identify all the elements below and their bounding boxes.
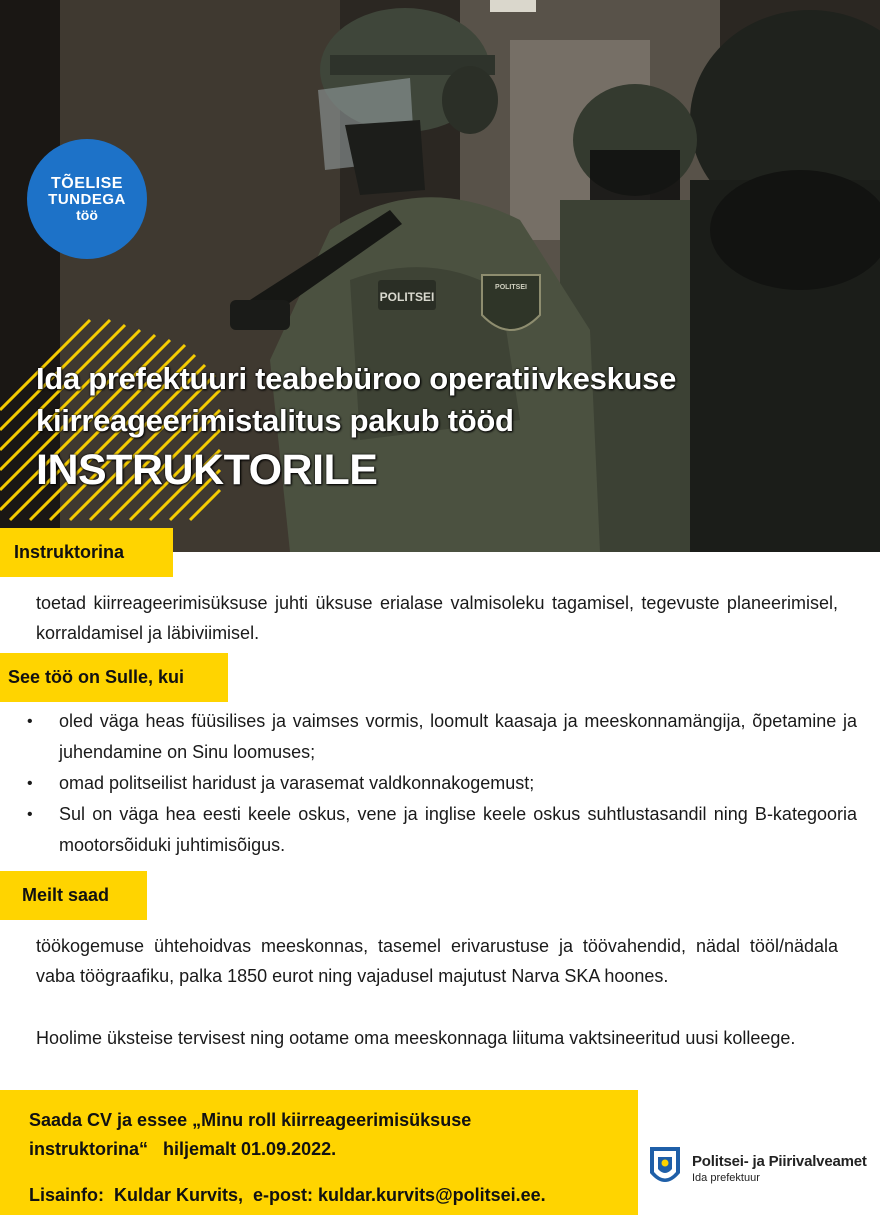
logo-name: Politsei- ja Piirivalveamet (692, 1152, 867, 1170)
list-item-text: Sul on väga hea eesti keele oskus, vene ja inglise keele oskus suhtlustasandil ning B-kategooria mootorsõiduki juhtimisõigus. (59, 804, 857, 855)
requirements-list (27, 706, 857, 861)
cta-line-1: Saada CV ja essee „Minu roll kiirreageerimisüksuse (29, 1110, 472, 1130)
section-text-instruktorina: toetad kiirreageerimisüksuse juhti üksuse erialase valmisoleku tagamisel, tegevuste planeerimisel, korraldamisel ja läbiviimisel. (36, 593, 838, 643)
bullet-icon: • (27, 713, 33, 730)
shoulder-patch-text: POLITSEI (495, 284, 527, 291)
hero-title-position: INSTRUKTORILE (36, 446, 378, 494)
bullet-icon: • (27, 806, 33, 823)
section-text-health: Hoolime üksteise tervisest ning ootame oma meeskonnaga liituma vaktsineeritud uusi kolleege. (36, 1028, 796, 1048)
list-item (27, 706, 857, 768)
hero-title-line-1: Ida prefektuuri teabebüroo operatiivkeskuse (36, 361, 677, 396)
chest-patch-text: POLITSEI (379, 290, 435, 304)
list-item (27, 768, 857, 799)
hero-title (36, 358, 856, 498)
cta-line-2: instruktorina“ hiljemalt 01.09.2022. (29, 1139, 337, 1159)
ppa-shield-icon (648, 1145, 682, 1191)
list-item-text: omad politseilist haridust ja varasemat valdkonnakogemust; (59, 773, 535, 793)
application-box (0, 1090, 638, 1215)
list-item-text: oled väga heas füüsilises ja vaimses vormis, loomult kaasaja ja meeskonnamängija, õpetamine ja juhendamine on Sinu loomuses; (59, 711, 857, 762)
hero-banner (0, 0, 880, 552)
ppa-logo (648, 1140, 878, 1196)
hero-title-line-2: kiirreageerimistalitus pakub tööd (36, 403, 514, 438)
list-item (27, 799, 857, 861)
section-label-requirements: See töö on Sulle, kui (0, 653, 228, 702)
logo-subtitle: Ida prefektuur (692, 1171, 760, 1184)
section-label-offer: Meilt saad (0, 871, 147, 920)
section-label-instruktorina: Instruktorina (0, 528, 173, 577)
bullet-icon: • (27, 775, 33, 792)
contact-info: Lisainfo: Kuldar Kurvits, e-post: kuldar.kurvits@politsei.ee. (29, 1185, 546, 1205)
badge-line-3: töö (76, 207, 98, 224)
section-text-offer: töökogemuse ühtehoidvas meeskonnas, tasemel erivarustuse ja töövahendid, nädal tööl/nädala vaba töögraafiku, palka 1850 eurot ning vajadusel majutust Narva SKA hoones. (36, 936, 838, 986)
badge-line-1: TÕELISE (51, 174, 123, 192)
toelise-tundega-badge (27, 139, 147, 259)
badge-line-2: TUNDEGA (48, 190, 126, 208)
